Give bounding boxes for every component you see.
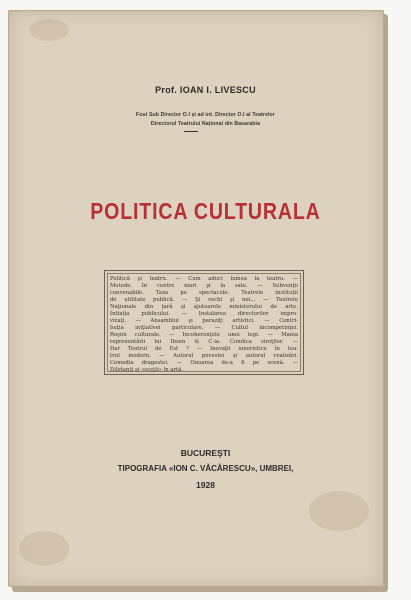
book-title: POLITICA CULTURALA: [90, 198, 321, 224]
contents-line: Naţionale din ţară şi ajutoarele ministerului de arte.: [110, 304, 298, 310]
paper-stain: [309, 491, 369, 531]
contents-line: convenabile. Taxa pe spectacole. Teatrele instituţii: [110, 290, 298, 296]
author-credit-1: Fost Sub Director O.I şi ad int. Director O.I al Teatrelor: [136, 112, 275, 118]
imprint-place: BUCUREŞTI: [180, 448, 231, 458]
contents-line: Dar Teatrul de Est ? — Inovaţii umoristice în tea-: [110, 346, 298, 352]
contents-line: Diletanţi şi «sceţii» în artă.: [110, 367, 184, 373]
contents-line: Roşini culturale. — Incoherenţele unei legi. — Mania: [110, 332, 298, 338]
author-credit-2: Directorul Teatrului Naţional din Basarabia: [150, 121, 261, 127]
contents-line: reprezentării lui Ibsen & C-ia. Condica sireţilor. —: [110, 339, 298, 345]
contents-line: Intiaţia publicului. — Instalarea directorilor impro-: [110, 311, 298, 317]
imprint-printer: TIPOGRAFIA «ION C. VĂCĂRESCU», UMBREI,: [117, 464, 294, 473]
contents-line: Metode. In centre mari şi la sate. — Subvenţii: [110, 283, 298, 289]
paper-stain: [29, 19, 69, 41]
divider-rule: [184, 131, 198, 132]
author-name: Prof. IOAN I. LIVESCU: [155, 85, 256, 95]
contents-line: vizaţi. — Ansamblul şi paraziţi artistici. — Contri-: [110, 318, 298, 324]
imprint-year: 1928: [196, 480, 215, 490]
contents-line: buţia iniţiativei particulare. — Cultul incompetinţei.: [110, 325, 298, 331]
contents-line: Comedia dragostei. — Onoarea de-a fi pe scenă. —: [110, 360, 298, 366]
contents-line: de utilitate publică. — Şi vechi şi noi... — Teatrele: [110, 297, 298, 303]
contents-line: trul modern. — Autorul povestei şi autorul realizări.: [110, 353, 298, 359]
contents-line: Politică şi teatru. — Cum aduci lumea la teatru. —: [110, 276, 298, 282]
paper-stain: [19, 531, 69, 566]
